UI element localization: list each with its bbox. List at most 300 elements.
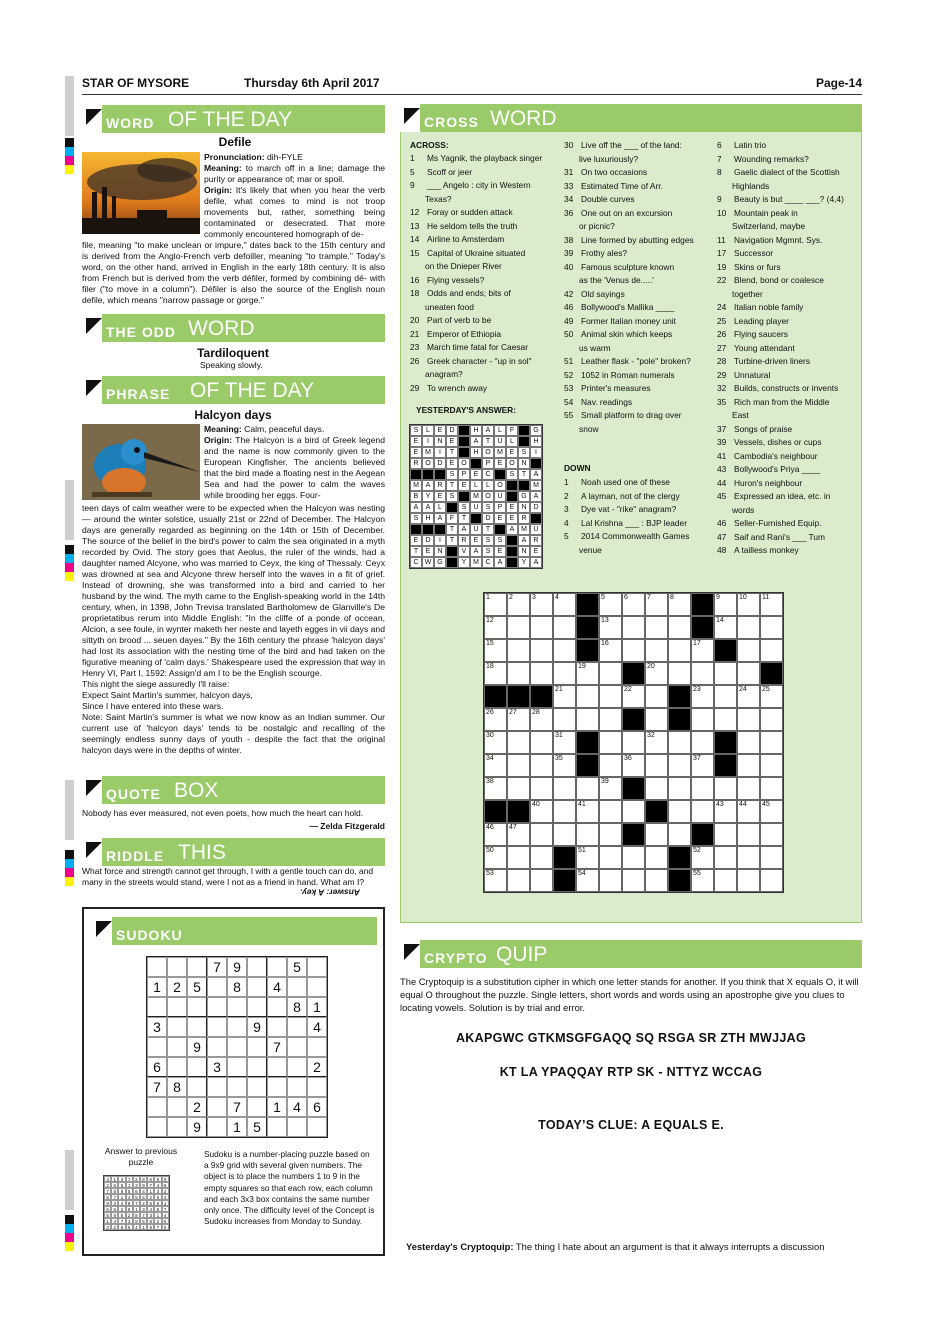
sudoku-cell[interactable] [187,1057,207,1077]
clue-item [564,409,694,423]
crossword-cell[interactable] [530,846,553,869]
down-clues [564,476,689,557]
sudoku-cell[interactable] [287,977,307,997]
phrase-title: Halcyon days [194,408,272,422]
crossword-cell[interactable] [553,662,576,685]
sudoku-cell[interactable]: 1 [307,997,327,1017]
crossword-cell[interactable] [576,685,599,708]
crossword-cell[interactable] [484,616,507,639]
clue-text: Capital of Ukraine situated [427,247,526,258]
crossword-cell[interactable] [530,754,553,777]
crossword-cell[interactable] [760,869,783,892]
crossword-cell[interactable] [576,846,599,869]
crossword-cell[interactable] [507,616,530,639]
sudoku-cell[interactable]: 4 [287,1097,307,1117]
sudoku-cell[interactable] [167,1017,187,1037]
prev-sudoku-cell: 4 [154,1182,161,1188]
crossword-cell[interactable] [668,800,691,823]
crossword-cell[interactable] [599,731,622,754]
clue-text: Foray or sudden attack [427,207,513,217]
sudoku-cell[interactable]: 1 [227,1117,247,1137]
crossword-cell[interactable] [484,593,507,616]
prev-sudoku-cell: 8 [104,1194,111,1200]
sudoku-cell[interactable] [307,977,327,997]
sudoku-cell[interactable] [267,957,287,977]
crossword-cell[interactable] [553,685,576,708]
crossword-cell[interactable] [737,731,760,754]
sudoku-cell[interactable]: 3 [207,1057,227,1077]
crossword-cell[interactable] [530,639,553,662]
yesterday-cell: D [422,535,434,546]
sudoku-cell[interactable] [307,1077,327,1097]
crossword-cell[interactable] [714,593,737,616]
sudoku-cell[interactable] [307,1037,327,1057]
crossword-cell[interactable] [484,754,507,777]
crossword-cell[interactable] [507,754,530,777]
crossword-cell[interactable] [576,800,599,823]
crossword-cell[interactable] [760,708,783,731]
sudoku-cell[interactable]: 9 [247,1017,267,1037]
crossword-cell[interactable] [530,869,553,892]
clue-text: Switzerland, maybe [732,221,806,231]
crossword-cell[interactable] [760,616,783,639]
crossword-cell[interactable] [484,662,507,685]
sudoku-cell[interactable]: 4 [307,1017,327,1037]
crossword-cell[interactable] [530,800,553,823]
cell-number: 30 [486,732,494,739]
sudoku-cell[interactable]: 8 [167,1077,187,1097]
crossword-cell[interactable] [691,869,714,892]
sudoku-cell[interactable]: 3 [147,1017,167,1037]
crossword-cell[interactable] [553,639,576,662]
sudoku-cell[interactable] [187,1077,207,1097]
sudoku-cell[interactable] [267,1017,287,1037]
crossword-block [691,823,714,846]
sudoku-cell[interactable] [247,957,267,977]
sudoku-cell[interactable] [147,1117,167,1137]
crossword-cell[interactable] [553,593,576,616]
crossword-cell[interactable] [645,685,668,708]
sudoku-cell[interactable]: 8 [287,997,307,1017]
crossword-cell[interactable] [484,731,507,754]
crossword-cell[interactable] [645,662,668,685]
sudoku-cell[interactable] [187,997,207,1017]
crossword-cell[interactable] [737,823,760,846]
crossword-cell[interactable] [737,800,760,823]
sudoku-cell[interactable] [207,977,227,997]
crossword-cell[interactable] [760,800,783,823]
yesterday-cell: R [458,535,470,546]
crossword-cell[interactable] [691,777,714,800]
sudoku-cell[interactable] [187,957,207,977]
prev-sudoku-cell: 7 [104,1188,111,1194]
crossword-cell[interactable] [530,823,553,846]
sudoku-cell[interactable]: 2 [167,977,187,997]
sudoku-cell[interactable] [247,997,267,1017]
sudoku-cell[interactable] [227,1017,247,1037]
crossword-cell[interactable] [737,639,760,662]
crossword-cell[interactable] [599,708,622,731]
clue-item [564,342,694,356]
crossword-cell[interactable] [737,685,760,708]
crossword-cell[interactable] [645,754,668,777]
sudoku-cell[interactable]: 5 [287,957,307,977]
crossword-cell[interactable] [645,731,668,754]
sudoku-cell[interactable] [207,1017,227,1037]
crossword-cell[interactable] [484,823,507,846]
crossword-cell[interactable] [484,708,507,731]
sudoku-cell[interactable] [167,1057,187,1077]
crossword-cell[interactable] [668,823,691,846]
crossword-cell[interactable] [622,593,645,616]
crossword-cell[interactable] [760,846,783,869]
crossword-cell[interactable] [553,708,576,731]
yesterday-cell: A [530,469,542,480]
cell-number: 31 [555,732,563,739]
crossword-cell[interactable] [553,823,576,846]
sudoku-cell[interactable] [267,1057,287,1077]
clue-text: Turbine-driven liners [734,356,811,366]
sudoku-cell[interactable] [167,1037,187,1057]
crossword-cell[interactable] [645,639,668,662]
yesterday-cell: Y [458,557,470,568]
clue-item [564,396,694,410]
sudoku-cell[interactable] [207,1097,227,1117]
crossword-cell[interactable] [760,777,783,800]
sudoku-cell[interactable] [267,1117,287,1137]
sudoku-cell[interactable] [247,1077,267,1097]
crossword-cell[interactable] [507,823,530,846]
crossword-cell[interactable] [714,800,737,823]
clue-item [717,396,844,410]
sudoku-grid[interactable] [146,956,328,1138]
crossword-cell[interactable] [668,731,691,754]
crossword-cell[interactable] [760,731,783,754]
sudoku-cell[interactable]: 2 [307,1057,327,1077]
yesterday-cell: M [494,447,506,458]
crossword-cell[interactable] [760,639,783,662]
crossword-cell[interactable] [530,708,553,731]
crossword-cell[interactable] [645,708,668,731]
crossword-cell[interactable] [737,662,760,685]
crossword-cell[interactable] [484,777,507,800]
clue-text: On two occasions [581,167,648,177]
prev-sudoku-cell: 8 [133,1212,140,1218]
crossword-cell[interactable] [484,846,507,869]
crossword-cell[interactable] [645,823,668,846]
sudoku-cell[interactable] [147,1097,167,1117]
crossword-cell[interactable] [668,754,691,777]
sudoku-cell[interactable] [227,1057,247,1077]
clue-text: Flying vessels? [427,274,485,285]
prev-sudoku-cell: 8 [111,1188,118,1194]
sudoku-cell[interactable]: 8 [227,977,247,997]
clue-item [564,544,689,558]
crossword-cell[interactable] [714,823,737,846]
sudoku-cell[interactable] [247,1057,267,1077]
crossword-cell[interactable] [691,708,714,731]
sudoku-cell[interactable]: 5 [187,977,207,997]
clue-number: 53 [564,383,574,393]
crossword-grid[interactable] [483,592,784,893]
crossword-cell[interactable] [622,846,645,869]
sudoku-cell[interactable] [207,997,227,1017]
crossword-cell[interactable] [714,708,737,731]
sudoku-cell[interactable] [307,1117,327,1137]
crossword-cell[interactable] [714,846,737,869]
crossword-cell[interactable] [645,593,668,616]
sudoku-cell[interactable] [227,1077,247,1097]
clue-number: 43 [717,464,727,474]
crossword-cell[interactable] [714,777,737,800]
clue-item [410,233,542,247]
sudoku-cell[interactable] [287,1057,307,1077]
crossword-cell[interactable] [691,846,714,869]
crossword-cell[interactable] [691,685,714,708]
sudoku-cell[interactable] [187,1017,207,1037]
crossword-cell[interactable] [668,616,691,639]
clue-text: A layman, not of the clergy [581,490,680,501]
crossword-cell[interactable] [668,593,691,616]
yesterday-cell: A [434,513,446,524]
crossword-cell[interactable] [507,846,530,869]
sudoku-cell[interactable]: 6 [307,1097,327,1117]
sudoku-cell[interactable]: 7 [147,1077,167,1097]
sudoku-cell[interactable] [147,1037,167,1057]
crossword-cell[interactable] [691,639,714,662]
sudoku-cell[interactable]: 4 [267,977,287,997]
cell-number: 34 [486,755,494,762]
sudoku-cell[interactable] [227,997,247,1017]
crossword-cell[interactable] [668,777,691,800]
prev-sudoku-cell: 6 [104,1206,111,1212]
sudoku-cell[interactable]: 9 [187,1117,207,1137]
sudoku-cell[interactable] [287,1037,307,1057]
crossword-cell[interactable] [622,685,645,708]
crossword-cell[interactable] [530,616,553,639]
clue-item [410,206,542,220]
prev-sudoku-cell: 7 [133,1200,140,1206]
crossword-cell[interactable] [599,777,622,800]
sudoku-cell[interactable]: 1 [267,1097,287,1117]
crossword-cell[interactable] [737,754,760,777]
crossword-cell[interactable] [530,593,553,616]
crossword-cell[interactable] [691,662,714,685]
sudoku-cell[interactable] [167,1097,187,1117]
cell-number: 14 [716,617,724,624]
crossword-cell[interactable] [668,662,691,685]
sudoku-cell[interactable]: 1 [147,977,167,997]
crossword-cell[interactable] [737,846,760,869]
crossword-cell[interactable] [553,754,576,777]
crossword-cell[interactable] [507,731,530,754]
sudoku-cell[interactable] [287,1117,307,1137]
crossword-cell[interactable] [645,616,668,639]
sudoku-cell[interactable] [207,1077,227,1097]
crossword-cell[interactable] [599,823,622,846]
crossword-cell[interactable] [668,639,691,662]
clue-text: 2014 Commonwealth Games [581,531,690,541]
clue-text: Noah used one of these [581,477,670,487]
crossword-cell[interactable] [622,616,645,639]
yesterday-cell [410,524,422,535]
clue-number: 4 [564,517,569,528]
sudoku-cell[interactable] [247,1097,267,1117]
crossword-cell[interactable] [599,800,622,823]
crossword-cell[interactable] [576,777,599,800]
sudoku-cell[interactable]: 2 [187,1097,207,1117]
crossword-cell[interactable] [507,639,530,662]
crossword-cell[interactable] [553,616,576,639]
sudoku-cell[interactable] [167,997,187,1017]
crossword-cell[interactable] [714,662,737,685]
sudoku-cell[interactable]: 9 [227,957,247,977]
meaning: Calm, peaceful days. [241,424,325,434]
crossword-cell[interactable] [691,754,714,777]
crossword-cell[interactable] [553,731,576,754]
sudoku-cell[interactable]: 5 [247,1117,267,1137]
crossword-cell[interactable] [737,616,760,639]
sudoku-cell[interactable] [267,997,287,1017]
sudoku-cell[interactable] [287,1077,307,1097]
sudoku-cell[interactable] [167,957,187,977]
crossword-cell[interactable] [760,685,783,708]
sudoku-cell[interactable] [307,957,327,977]
crossword-cell[interactable] [622,731,645,754]
yesterday-cell: U [470,524,482,535]
sudoku-cell[interactable]: 6 [147,1057,167,1077]
prev-sudoku-cell: 7 [154,1224,161,1230]
clue-item [564,423,694,437]
clue-item [717,477,844,491]
prev-sudoku-cell: 9 [111,1212,118,1218]
clue-text: One out on an excursion [581,207,673,218]
crossword-cell[interactable] [507,662,530,685]
crossword-cell[interactable] [507,869,530,892]
word-definition [204,152,385,240]
quote-text: Nobody has ever measured, not even poets, how much the heart can hold. [82,808,364,818]
yesterday-cell: L [470,480,482,491]
prev-sudoku-cell: 6 [154,1200,161,1206]
crossword-cell[interactable] [599,846,622,869]
crossword-cell[interactable] [530,662,553,685]
sudoku-cell[interactable]: 7 [227,1097,247,1117]
yesterday-cell: U [494,491,506,502]
sudoku-cell[interactable] [267,1077,287,1097]
sudoku-cell[interactable] [247,1037,267,1057]
crossword-cell[interactable] [553,777,576,800]
corner-mark [82,105,102,133]
crossword-cell[interactable] [507,777,530,800]
crossword-cell[interactable] [645,777,668,800]
crossword-cell[interactable] [507,708,530,731]
sudoku-cell[interactable] [167,1117,187,1137]
crossword-cell[interactable] [599,616,622,639]
yesterday-cell: S [458,502,470,513]
crossword-cell[interactable] [484,869,507,892]
crossword-cell[interactable] [714,616,737,639]
riddle-text: What force and strength cannot get through, I with a gentle touch can do, and many in the streets would stand, were I not as a friend in hand. What am I? [82,866,374,887]
crossword-cell[interactable] [622,639,645,662]
crossword-cell[interactable] [691,800,714,823]
clue-text: Animal skin which keeps [581,329,673,339]
phrase-story: teen days of calm weather were to be expected when the Halcyon was nesting — around the winter solstice, usually 21st or 22nd of December. The Halcyon days are generally regarded as beginning on the 14th or 15th of December. The source of the belief in the bird's power to calm the sea originated in a myth recorded by Ovid. The story goes that Aeolus, the ruler of the winds, had a daughter named Alcyone, who was married to Ceyx, the king of Thessaly. Ceyx was drowned at sea and Alcyone threw herself into the waves in a fit of grief. Instead of drowning, she was transformed into a bird and carried to her husband by the wind. The myth came to the English-speaking world in the 14th century, when, in 1398, John Trevisa translated Bartholomew de Glanville's De proprietatibus rerum into Middle English: "In the cliffe of a ponde of occean, Alcion, a see foule, in wynter maketh her neste and layeth egges in vii days and sittyth on brood ... seuen dayes." By the 16th century the phrase 'halcyon days' had lost its association with the nesting time of the bird and had taken on the figurative meaning of 'calm days.' Shakespeare used the expression that way in Henry VI, Part I, 1592: Assign'd am I to be the English scourge. [82,503,385,678]
label: Meaning: [204,163,242,173]
crossword-cell[interactable] [622,754,645,777]
crossword-cell[interactable] [691,731,714,754]
clue-text: Frothy ales? [581,248,628,258]
crossword-cell[interactable] [737,593,760,616]
crossword-cell[interactable] [645,869,668,892]
crossword-cell[interactable] [622,869,645,892]
crossword-cell[interactable] [576,869,599,892]
yesterday-crossword-grid [409,424,543,569]
crossword-cell[interactable] [484,639,507,662]
crossword-cell[interactable] [599,662,622,685]
crossword-cell[interactable] [599,639,622,662]
crossword-cell[interactable] [507,593,530,616]
cell-number: 20 [647,663,655,670]
crossword-cell[interactable] [737,869,760,892]
crossword-cell[interactable] [760,593,783,616]
sudoku-cell[interactable] [147,957,167,977]
crossword-cell[interactable] [599,593,622,616]
crossword-cell[interactable] [530,731,553,754]
crossword-cell[interactable] [530,777,553,800]
crossword-cell[interactable] [737,708,760,731]
yesterday-cell: R [434,480,446,491]
sudoku-cell[interactable] [207,1117,227,1137]
cell-number: 44 [739,801,747,808]
crossword-cell[interactable] [760,823,783,846]
clue-item [717,450,844,464]
yesterday-cell [494,524,506,535]
clue-text: Saif and Rani's ___ Tum [734,531,825,542]
crossword-cell[interactable] [553,800,576,823]
crossword-cell[interactable] [599,754,622,777]
sudoku-cell[interactable] [247,977,267,997]
crossword-cell[interactable] [645,846,668,869]
clue-item [717,490,844,504]
sudoku-cell[interactable] [147,997,167,1017]
crossword-cell[interactable] [622,800,645,823]
sudoku-cell[interactable]: 9 [187,1037,207,1057]
crossword-cell[interactable] [714,869,737,892]
crossword-cell[interactable] [714,685,737,708]
sudoku-cell[interactable]: 7 [267,1037,287,1057]
crossword-cell[interactable] [576,662,599,685]
crossword-cell[interactable] [599,685,622,708]
header-tag: PHRASE [106,386,171,402]
yesterday-cell: L [482,480,494,491]
crossword-cell[interactable] [599,869,622,892]
sudoku-cell[interactable] [227,1037,247,1057]
sudoku-cell[interactable]: 7 [207,957,227,977]
crossword-cell[interactable] [576,823,599,846]
cryptoquip-intro: The Cryptoquip is a substitution cipher in which one letter stands for another. If you think that X equals O, it will equal O throughout the puzzle. Single letters, short words and words using an apostrophe give you clues to locating vowels. Solution is by trial and error. [400,976,859,1013]
yesterday-cell [470,458,482,469]
sudoku-header [92,917,377,945]
prev-sudoku-cell: 2 [147,1194,154,1200]
yesterday-cell: E [434,425,446,436]
crossword-cell[interactable] [576,708,599,731]
sudoku-cell[interactable] [287,1017,307,1037]
prev-sudoku-cell: 8 [140,1176,147,1182]
crossword-cell[interactable] [737,777,760,800]
yesterday-cell: H [530,436,542,447]
sudoku-cell[interactable] [207,1037,227,1057]
crossword-cell[interactable] [760,754,783,777]
